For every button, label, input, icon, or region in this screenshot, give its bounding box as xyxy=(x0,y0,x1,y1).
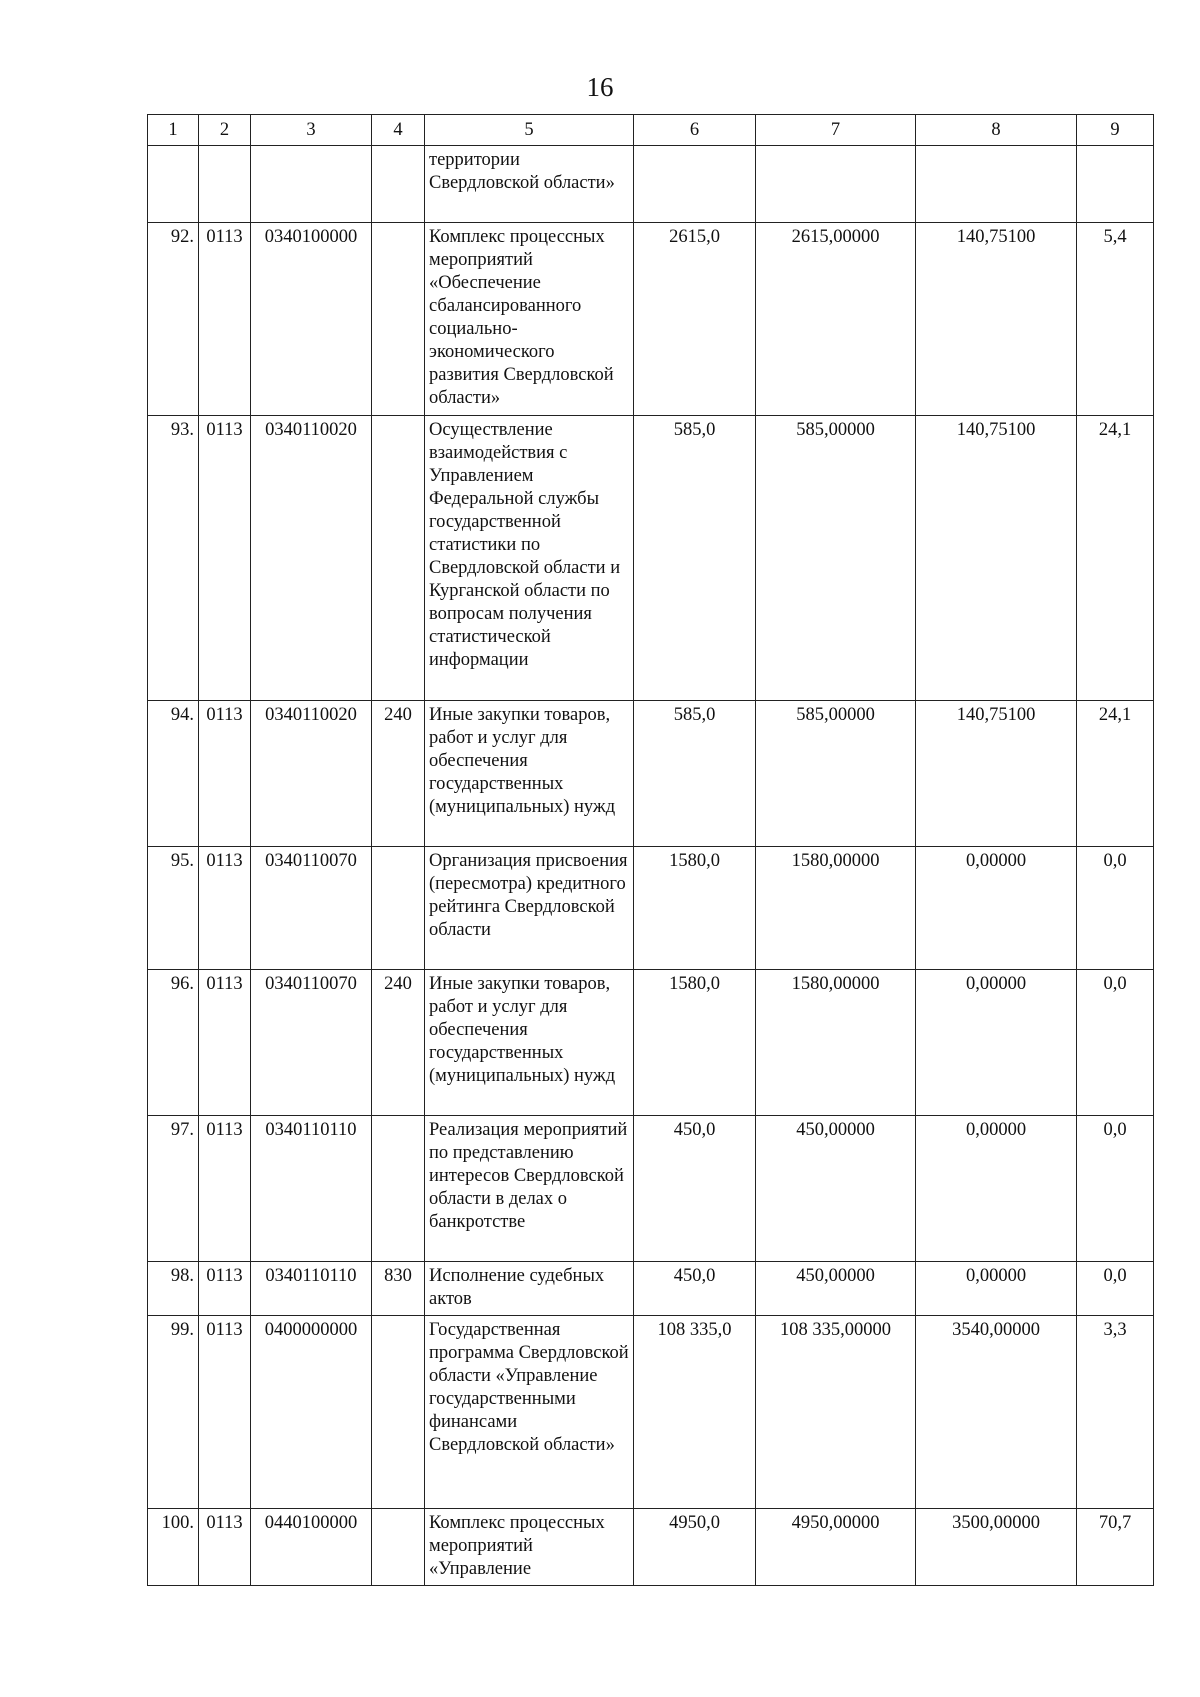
approved-value: 1580,00000 xyxy=(756,847,916,970)
header-cell: 7 xyxy=(756,115,916,146)
header-cell: 3 xyxy=(251,115,372,146)
target-code: 0340110070 xyxy=(251,970,372,1116)
plan-value: 4950,0 xyxy=(634,1509,756,1586)
percent-value: 0,0 xyxy=(1077,847,1154,970)
header-cell: 5 xyxy=(425,115,634,146)
table-header xyxy=(148,115,1154,146)
header-cell: 4 xyxy=(372,115,425,146)
section-code: 0113 xyxy=(199,1509,251,1586)
percent-value: 0,0 xyxy=(1077,1262,1154,1316)
percent-value: 70,7 xyxy=(1077,1509,1154,1586)
plan-value: 450,0 xyxy=(634,1262,756,1316)
table-row xyxy=(148,223,1154,416)
section-code xyxy=(199,146,251,223)
executed-value: 0,00000 xyxy=(916,1116,1077,1262)
row-number: 94. xyxy=(148,701,199,847)
target-code: 0440100000 xyxy=(251,1509,372,1586)
table-row xyxy=(148,1262,1154,1316)
plan-value: 585,0 xyxy=(634,416,756,701)
approved-value: 2615,00000 xyxy=(756,223,916,416)
percent-value: 24,1 xyxy=(1077,701,1154,847)
table-row xyxy=(148,970,1154,1116)
page-number: 16 xyxy=(586,72,614,102)
budget-table xyxy=(147,114,1154,1586)
table-body xyxy=(148,146,1154,1586)
plan-value: 1580,0 xyxy=(634,970,756,1116)
item-name: Комплекс процессных мероприятий «Обеспечение сбалансированного социально-экономического развития Свердловской области» xyxy=(425,223,634,416)
header-cell: 9 xyxy=(1077,115,1154,146)
item-name: Осуществление взаимодействия с Управлением Федеральной службы государственной статистики по Свердловской области и Курганской области по вопросам получения статистической информации xyxy=(425,416,634,701)
executed-value: 3500,00000 xyxy=(916,1509,1077,1586)
approved-value: 1580,00000 xyxy=(756,970,916,1116)
header-row xyxy=(148,115,1154,146)
table-row xyxy=(148,146,1154,223)
row-number: 93. xyxy=(148,416,199,701)
section-code: 0113 xyxy=(199,847,251,970)
target-code: 0340110020 xyxy=(251,416,372,701)
percent-value xyxy=(1077,146,1154,223)
section-code: 0113 xyxy=(199,1262,251,1316)
plan-value: 1580,0 xyxy=(634,847,756,970)
target-code: 0340100000 xyxy=(251,223,372,416)
plan-value: 108 335,0 xyxy=(634,1316,756,1509)
item-name: Иные закупки товаров, работ и услуг для обеспечения государственных (муниципальных) нужд xyxy=(425,970,634,1116)
header-cell: 6 xyxy=(634,115,756,146)
target-code: 0340110070 xyxy=(251,847,372,970)
item-name: Государственная программа Свердловской области «Управление государственными финансами Свердловской области» xyxy=(425,1316,634,1509)
executed-value: 3540,00000 xyxy=(916,1316,1077,1509)
target-code: 0400000000 xyxy=(251,1316,372,1509)
item-name: Организация присвоения (пересмотра) кредитного рейтинга Свердловской области xyxy=(425,847,634,970)
approved-value xyxy=(756,146,916,223)
approved-value: 4950,00000 xyxy=(756,1509,916,1586)
target-code: 0340110020 xyxy=(251,701,372,847)
section-code: 0113 xyxy=(199,1316,251,1509)
approved-value: 585,00000 xyxy=(756,701,916,847)
approved-value: 585,00000 xyxy=(756,416,916,701)
section-code: 0113 xyxy=(199,223,251,416)
expense-type: 240 xyxy=(372,701,425,847)
expense-type xyxy=(372,1316,425,1509)
row-number: 100. xyxy=(148,1509,199,1586)
table-row xyxy=(148,1116,1154,1262)
item-name: Иные закупки товаров, работ и услуг для обеспечения государственных (муниципальных) нужд xyxy=(425,701,634,847)
item-name: территории Свердловской области» xyxy=(425,146,634,223)
approved-value: 108 335,00000 xyxy=(756,1316,916,1509)
item-name: Комплекс процессных мероприятий «Управление xyxy=(425,1509,634,1586)
percent-value: 0,0 xyxy=(1077,970,1154,1116)
percent-value: 3,3 xyxy=(1077,1316,1154,1509)
target-code: 0340110110 xyxy=(251,1116,372,1262)
expense-type xyxy=(372,146,425,223)
row-number xyxy=(148,146,199,223)
table-row xyxy=(148,1509,1154,1586)
expense-type: 830 xyxy=(372,1262,425,1316)
expense-type xyxy=(372,1509,425,1586)
header-cell: 8 xyxy=(916,115,1077,146)
percent-value: 5,4 xyxy=(1077,223,1154,416)
executed-value: 140,75100 xyxy=(916,223,1077,416)
table-row xyxy=(148,416,1154,701)
section-code: 0113 xyxy=(199,701,251,847)
expense-type xyxy=(372,416,425,701)
executed-value: 140,75100 xyxy=(916,701,1077,847)
table-row xyxy=(148,1316,1154,1509)
target-code xyxy=(251,146,372,223)
row-number: 92. xyxy=(148,223,199,416)
plan-value: 2615,0 xyxy=(634,223,756,416)
plan-value: 585,0 xyxy=(634,701,756,847)
row-number: 99. xyxy=(148,1316,199,1509)
executed-value xyxy=(916,146,1077,223)
row-number: 96. xyxy=(148,970,199,1116)
executed-value: 0,00000 xyxy=(916,847,1077,970)
expense-type: 240 xyxy=(372,970,425,1116)
percent-value: 0,0 xyxy=(1077,1116,1154,1262)
approved-value: 450,00000 xyxy=(756,1116,916,1262)
plan-value: 450,0 xyxy=(634,1116,756,1262)
header-cell: 1 xyxy=(148,115,199,146)
expense-type xyxy=(372,847,425,970)
expense-type xyxy=(372,223,425,416)
item-name: Реализация мероприятий по представлению интересов Свердловской области в делах о банкротстве xyxy=(425,1116,634,1262)
executed-value: 0,00000 xyxy=(916,970,1077,1116)
percent-value: 24,1 xyxy=(1077,416,1154,701)
row-number: 98. xyxy=(148,1262,199,1316)
section-code: 0113 xyxy=(199,970,251,1116)
row-number: 97. xyxy=(148,1116,199,1262)
section-code: 0113 xyxy=(199,1116,251,1262)
table-row xyxy=(148,701,1154,847)
plan-value xyxy=(634,146,756,223)
expense-type xyxy=(372,1116,425,1262)
table-row xyxy=(148,847,1154,970)
section-code: 0113 xyxy=(199,416,251,701)
executed-value: 0,00000 xyxy=(916,1262,1077,1316)
executed-value: 140,75100 xyxy=(916,416,1077,701)
approved-value: 450,00000 xyxy=(756,1262,916,1316)
row-number: 95. xyxy=(148,847,199,970)
header-cell: 2 xyxy=(199,115,251,146)
target-code: 0340110110 xyxy=(251,1262,372,1316)
item-name: Исполнение судебных актов xyxy=(425,1262,634,1316)
